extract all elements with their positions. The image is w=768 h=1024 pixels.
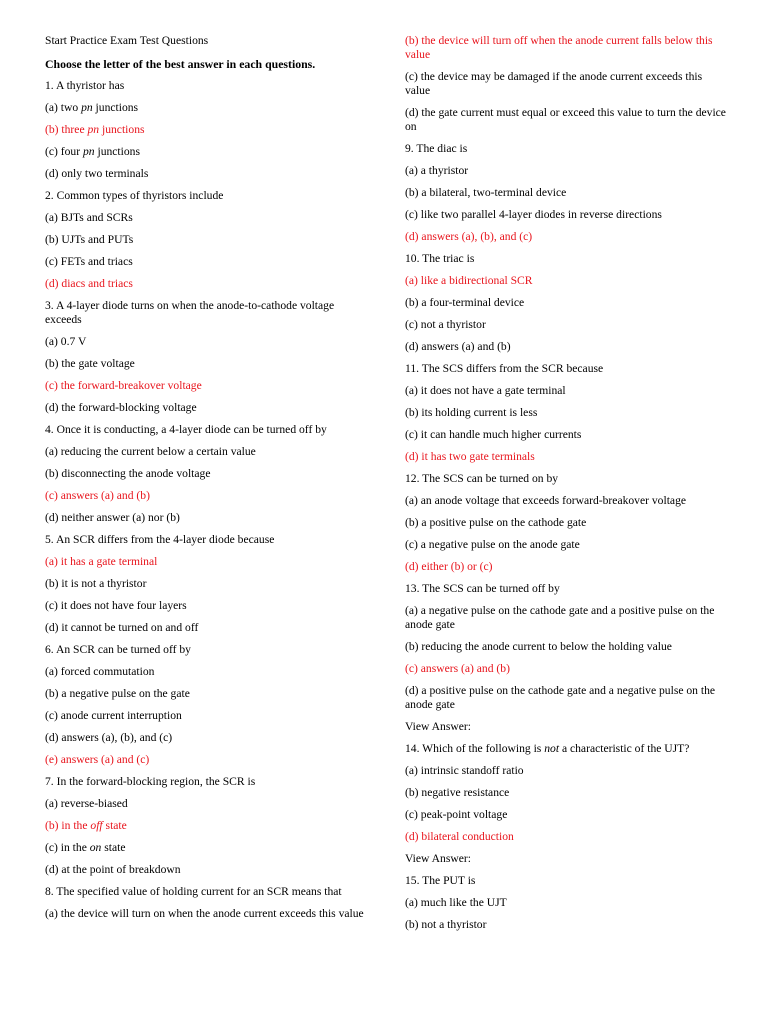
question-text: 12. The SCS can be turned on by: [405, 472, 559, 485]
answer-option: (a) it does not have a gate terminal: [405, 384, 566, 397]
question-text: 5. An SCR differs from the 4-layer diode because: [45, 533, 275, 546]
question-text: 15. The PUT is: [405, 874, 476, 887]
question-text: 1. A thyristor has: [45, 79, 125, 92]
answer-option: (b) negative resistance: [405, 786, 510, 799]
answer-option: (b) a negative pulse on the gate: [45, 687, 190, 700]
instructions: Choose the letter of the best answer in each questions.: [45, 57, 316, 71]
answer-option: (c) a negative pulse on the anode gate: [405, 538, 580, 551]
correct-answer-option: (c) answers (a) and (b): [45, 489, 150, 502]
answer-option: (d) answers (a) and (b): [405, 340, 511, 353]
question-text: 9. The diac is: [405, 142, 468, 155]
answer-option: (a) reducing the current below a certain value: [45, 445, 256, 458]
answer-option: (b) disconnecting the anode voltage: [45, 467, 211, 480]
question-text: 6. An SCR can be turned off by: [45, 643, 191, 656]
answer-option: (a) intrinsic standoff ratio: [405, 764, 524, 777]
answer-option: (d) only two terminals: [45, 167, 149, 180]
correct-answer-option: (d) answers (a), (b), and (c): [405, 230, 533, 243]
question-text: 8. The specified value of holding current for an SCR means that: [45, 885, 342, 898]
answer-option: (c) the device may be damaged if the anode current exceeds this value: [405, 70, 703, 97]
correct-answer-option: (a) it has a gate terminal: [45, 555, 158, 568]
page-title: Start Practice Exam Test Questions: [45, 34, 209, 47]
correct-answer-option: (d) it has two gate terminals: [405, 450, 535, 463]
answer-option: (d) the forward-blocking voltage: [45, 401, 197, 414]
answer-option: (b) a positive pulse on the cathode gate: [405, 516, 587, 529]
answer-option: (c) not a thyristor: [405, 318, 486, 331]
answer-option: (b) its holding current is less: [405, 406, 538, 419]
left-column: [45, 34, 367, 929]
answer-option: (a) an anode voltage that exceeds forward-breakover voltage: [405, 494, 687, 507]
correct-answer-option: (d) bilateral conduction: [405, 830, 514, 843]
answer-option: (c) peak-point voltage: [405, 808, 508, 821]
question-text: 4. Once it is conducting, a 4-layer diode can be turned off by: [45, 423, 327, 436]
answer-option: (d) neither answer (a) nor (b): [45, 511, 180, 524]
answer-option: (a) BJTs and SCRs: [45, 211, 133, 224]
answer-option: (b) it is not a thyristor: [45, 577, 147, 590]
correct-answer-option: (b) in the off state: [45, 819, 127, 832]
answer-option: (a) two pn junctions: [45, 101, 139, 114]
question-text: 10. The triac is: [405, 252, 475, 265]
question-text: 13. The SCS can be turned off by: [405, 582, 560, 595]
answer-option: (a) forced commutation: [45, 665, 155, 678]
view-answer-label: View Answer:: [405, 720, 471, 733]
answer-option: (b) not a thyristor: [405, 918, 487, 931]
answer-option: (d) a positive pulse on the cathode gate and a negative pulse on the anode gate: [405, 684, 716, 711]
answer-option: (d) the gate current must equal or exceed this value to turn the device on: [405, 106, 726, 133]
correct-answer-option: (a) like a bidirectional SCR: [405, 274, 533, 287]
right-column: [405, 34, 727, 940]
answer-option: (b) reducing the anode current to below the holding value: [405, 640, 672, 653]
answer-option: (b) a bilateral, two-terminal device: [405, 186, 567, 199]
answer-option: (a) a thyristor: [405, 164, 469, 177]
answer-option: (a) the device will turn on when the anode current exceeds this value: [45, 907, 364, 920]
answer-option: (b) UJTs and PUTs: [45, 233, 134, 246]
answer-option: (c) it does not have four layers: [45, 599, 187, 612]
correct-answer-option: (b) the device will turn off when the anode current falls below this value: [405, 34, 713, 61]
question-text: 2. Common types of thyristors include: [45, 189, 224, 202]
answer-option: (d) answers (a), (b), and (c): [45, 731, 173, 744]
answer-option: (c) it can handle much higher currents: [405, 428, 582, 441]
answer-option: (a) reverse-biased: [45, 797, 128, 810]
answer-option: (c) like two parallel 4-layer diodes in reverse directions: [405, 208, 662, 221]
answer-option: (d) it cannot be turned on and off: [45, 621, 199, 634]
view-answer-label: View Answer:: [405, 852, 471, 865]
correct-answer-option: (c) answers (a) and (b): [405, 662, 510, 675]
correct-answer-option: (c) the forward-breakover voltage: [45, 379, 202, 392]
answer-option: (c) four pn junctions: [45, 145, 140, 158]
question-text: 11. The SCS differs from the SCR because: [405, 362, 604, 375]
correct-answer-option: (d) either (b) or (c): [405, 560, 493, 573]
answer-option: (c) in the on state: [45, 841, 126, 854]
answer-option: (d) at the point of breakdown: [45, 863, 181, 876]
correct-answer-option: (b) three pn junctions: [45, 123, 145, 136]
answer-option: (a) much like the UJT: [405, 896, 507, 909]
correct-answer-option: (e) answers (a) and (c): [45, 753, 150, 766]
correct-answer-option: (d) diacs and triacs: [45, 277, 133, 290]
answer-option: (a) a negative pulse on the cathode gate and a positive pulse on the anode gate: [405, 604, 715, 631]
answer-option: (c) FETs and triacs: [45, 255, 133, 268]
answer-option: (b) the gate voltage: [45, 357, 135, 370]
question-text: 14. Which of the following is not a characteristic of the UJT?: [405, 742, 690, 755]
answer-option: (b) a four-terminal device: [405, 296, 525, 309]
question-text: 3. A 4-layer diode turns on when the anode-to-cathode voltage exceeds: [45, 299, 335, 326]
question-text: 7. In the forward-blocking region, the SCR is: [45, 775, 256, 788]
answer-option: (a) 0.7 V: [45, 335, 87, 348]
answer-option: (c) anode current interruption: [45, 709, 182, 722]
